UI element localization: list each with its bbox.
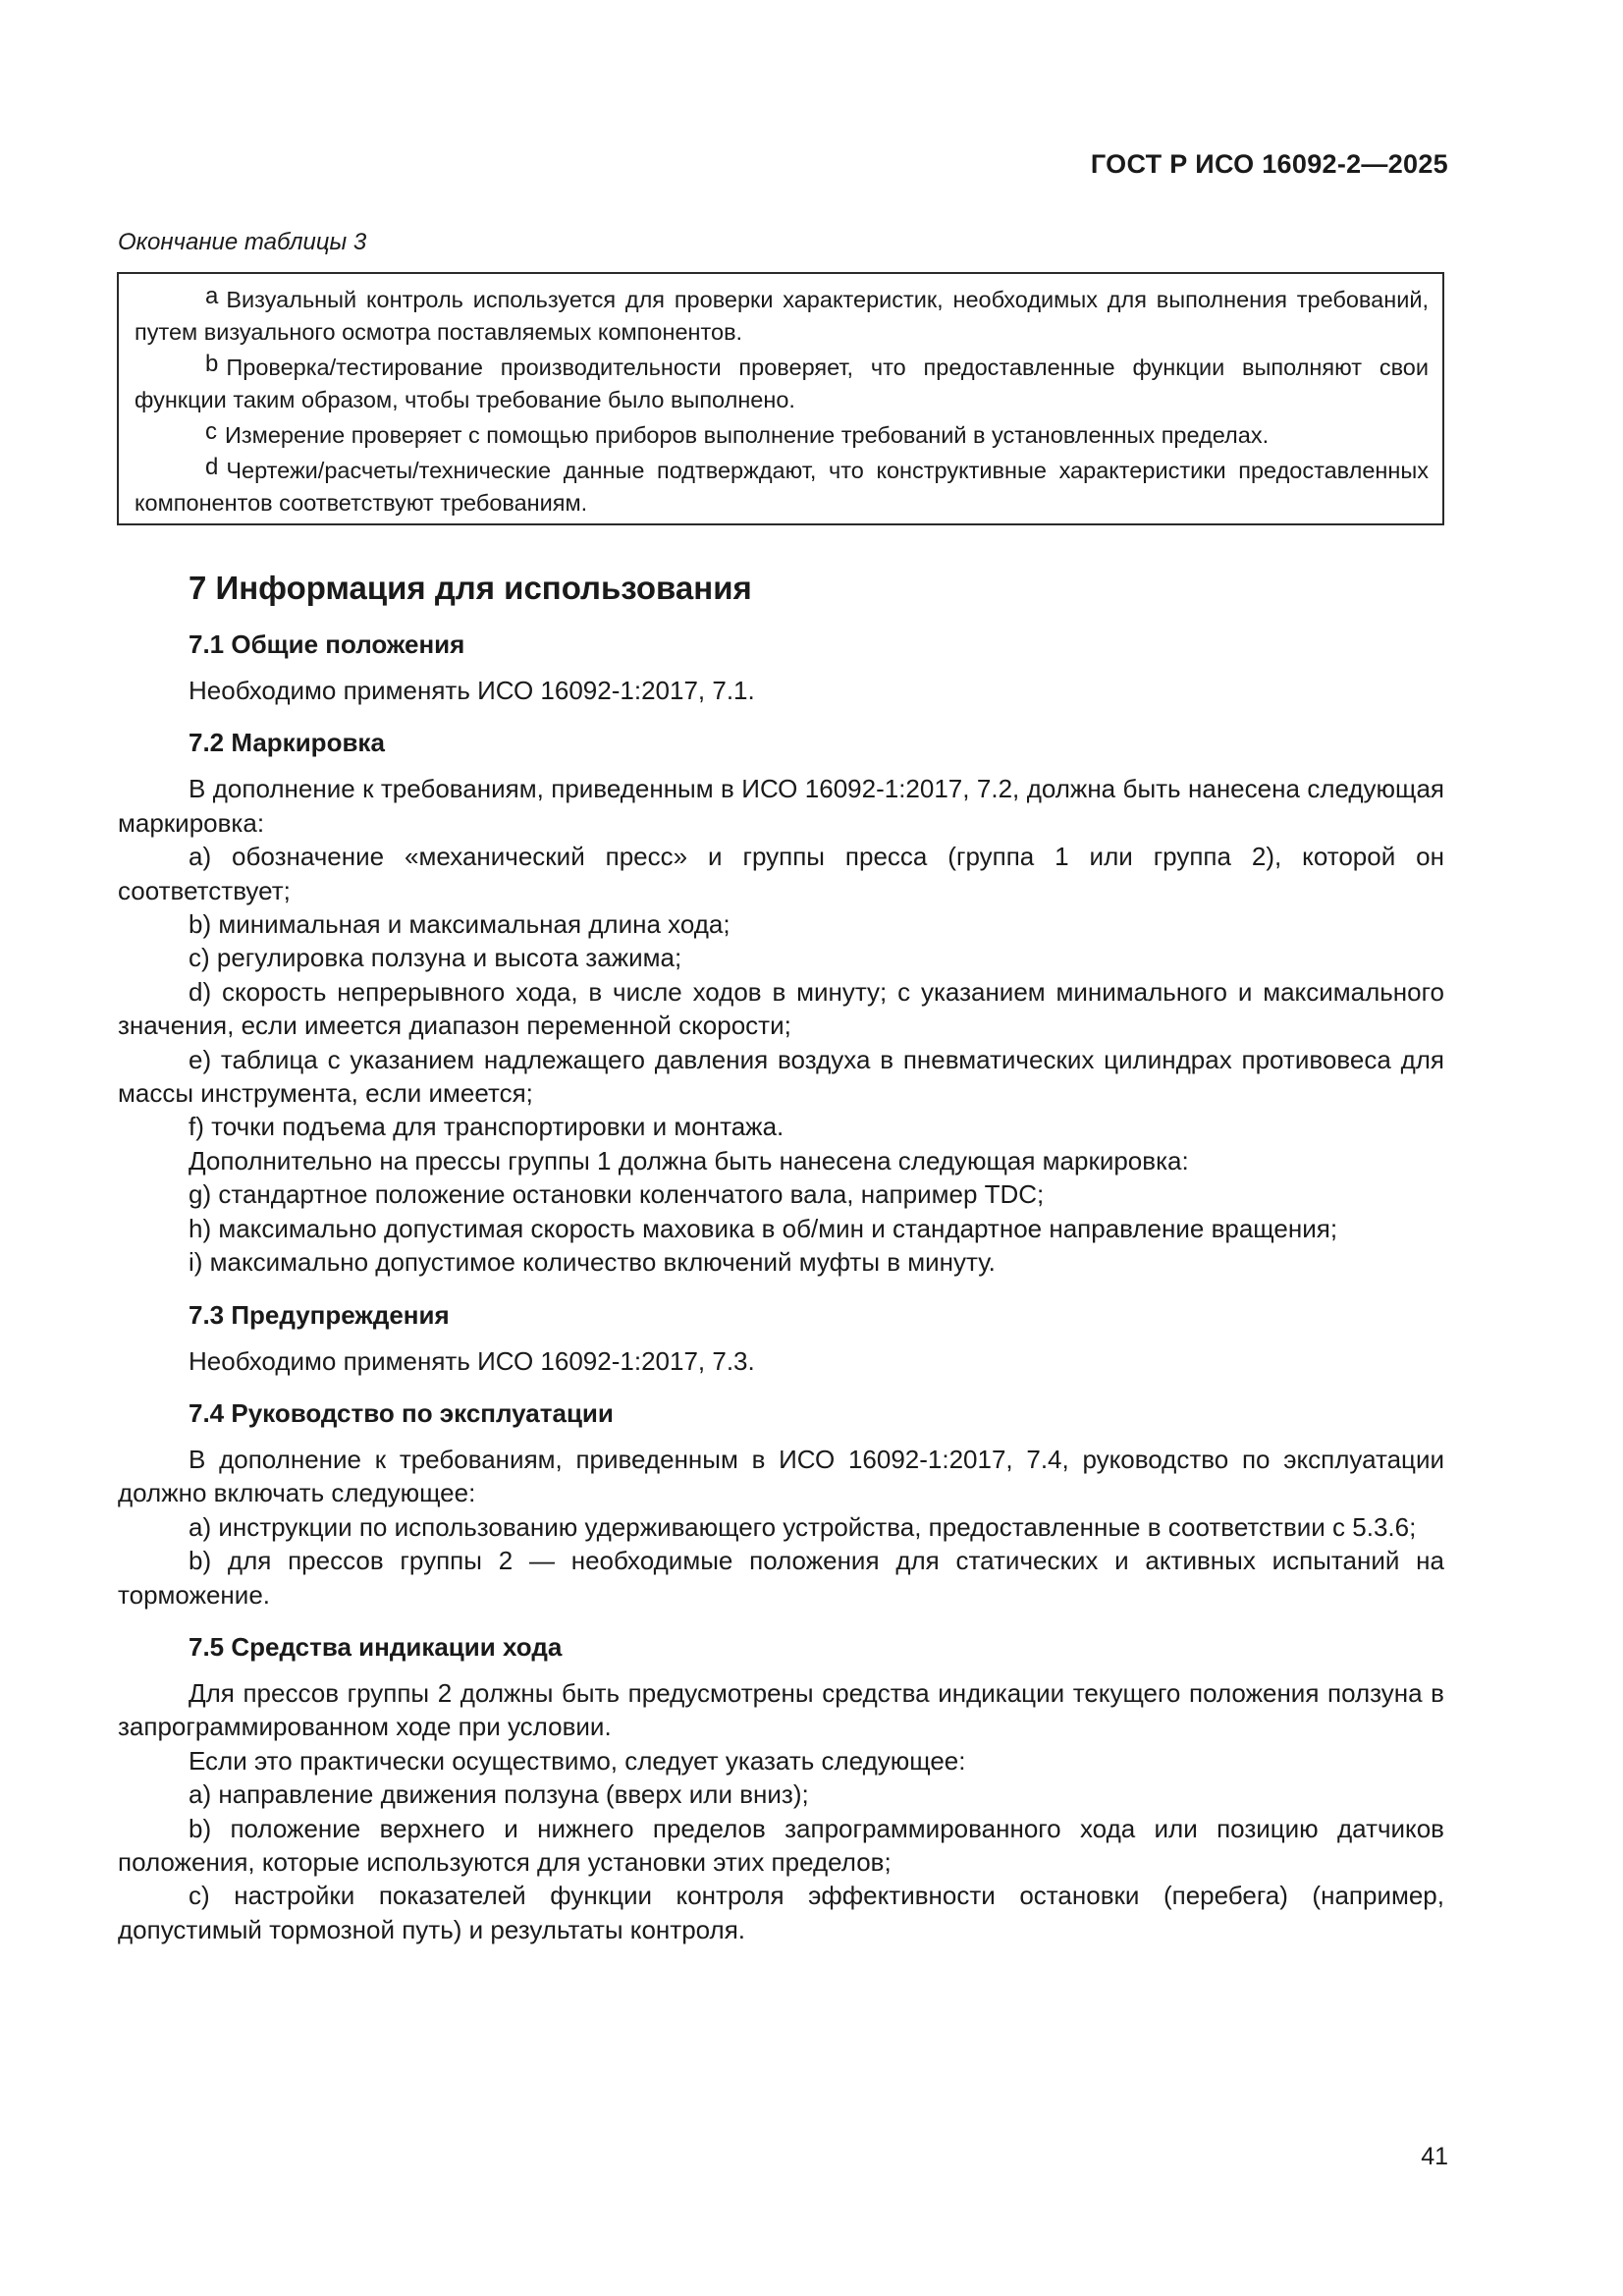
- section-heading: 7 Информация для использования: [189, 570, 752, 606]
- list-item: a) инструкции по использованию удерживающего устройства, предоставленные в соответствии с 5.3.6;: [189, 1511, 1417, 1542]
- paragraph: Для прессов группы 2 должны быть предусмотрены средства индикации текущего положения ползуна в запрограммированном ходе при условии.: [118, 1677, 1444, 1742]
- subsection-heading-7-3: 7.3 Предупреждения: [189, 1299, 450, 1330]
- list-item: f) точки подъема для транспортировки и монтажа.: [189, 1112, 784, 1142]
- section-7-content: [118, 568, 1444, 1946]
- note-text: Визуальный контроль используется для проверки характеристик, необходимых для выполнения требований, путем визуального осмотра поставляемых компонентов.: [135, 287, 1429, 345]
- note-mark: c: [205, 418, 217, 445]
- list-item: e) таблица с указанием надлежащего давления воздуха в пневматических цилиндрах противовеса для массы инструмента, если имеется;: [118, 1044, 1444, 1109]
- paragraph: Дополнительно на прессы группы 1 должна быть нанесена следующая маркировка:: [189, 1145, 1189, 1175]
- table-caption: Окончание таблицы 3: [118, 229, 367, 255]
- table-note: [135, 284, 1429, 349]
- list-item: a) обозначение «механический пресс» и группы пресса (группа 1 или группа 2), которой он соответствует;: [118, 842, 1444, 905]
- paragraph: Если это практически осуществимо, следует указать следующее:: [189, 1745, 966, 1776]
- table-notes-box: [117, 272, 1444, 525]
- note-mark: d: [205, 454, 219, 480]
- subsection-heading-7-4: 7.4 Руководство по эксплуатации: [189, 1397, 614, 1428]
- list-item: c) регулировка ползуна и высота зажима;: [189, 943, 682, 973]
- note-text: Измерение проверяет с помощью приборов выполнение требований в установленных пределах.: [225, 422, 1270, 448]
- note-text: Проверка/тестирование производительности проверяет, что предоставленные функции выполняют свои функции таким образом, чтобы требование было выполнено.: [135, 355, 1429, 412]
- paragraph: Необходимо применять ИСО 16092-1:2017, 7.1.: [189, 676, 755, 705]
- paragraph: Необходимо применять ИСО 16092-1:2017, 7.3.: [189, 1345, 755, 1376]
- list-item: b) минимальная и максимальная длина хода;: [189, 909, 730, 940]
- list-item: g) стандартное положение остановки коленчатого вала, например TDC;: [189, 1179, 1045, 1210]
- note-mark: a: [205, 283, 219, 309]
- paragraph: В дополнение к требованиям, приведенным в ИСО 16092-1:2017, 7.4, руководство по эксплуатации должно включать следующее:: [118, 1444, 1444, 1508]
- page-number: 41: [1421, 2143, 1448, 2170]
- paragraph: В дополнение к требованиям, приведенным в ИСО 16092-1:2017, 7.2, должна быть нанесена следующая маркировка:: [118, 774, 1444, 838]
- table-note: [135, 455, 1429, 519]
- list-item: a) направление движения ползуна (вверх или вниз);: [189, 1779, 809, 1810]
- subsection-heading-7-1: 7.1 Общие положения: [189, 629, 465, 659]
- table-note: [135, 419, 1429, 452]
- list-item: b) для прессов группы 2 — необходимые положения для статических и активных испытаний на торможение.: [118, 1546, 1444, 1610]
- subsection-heading-7-2: 7.2 Маркировка: [189, 728, 385, 758]
- note-text: Чертежи/расчеты/технические данные подтверждают, что конструктивные характеристики предоставленных компонентов соответствуют требованиям.: [135, 458, 1429, 516]
- table-note: [135, 352, 1429, 416]
- list-item: h) максимально допустимая скорость маховика в об/мин и стандартное направление вращения;: [189, 1213, 1338, 1243]
- list-item: c) настройки показателей функции контроля эффективности остановки (перебега) (например, допустимый тормозной путь) и результаты контроля.: [118, 1881, 1444, 1944]
- list-item: b) положение верхнего и нижнего пределов запрограммированного хода или позицию датчиков положения, которые используются для установки этих пределов;: [118, 1813, 1444, 1877]
- list-item: i) максимально допустимое количество включений муфты в минуту.: [189, 1247, 996, 1278]
- subsection-heading-7-5: 7.5 Средства индикации хода: [189, 1631, 563, 1662]
- list-item: d) скорость непрерывного хода, в числе ходов в минуту; с указанием минимального и максимального значения, если имеется диапазон переменной скорости;: [118, 976, 1444, 1041]
- document-id: ГОСТ Р ИСО 16092-2—2025: [1090, 149, 1448, 179]
- note-mark: b: [205, 351, 219, 377]
